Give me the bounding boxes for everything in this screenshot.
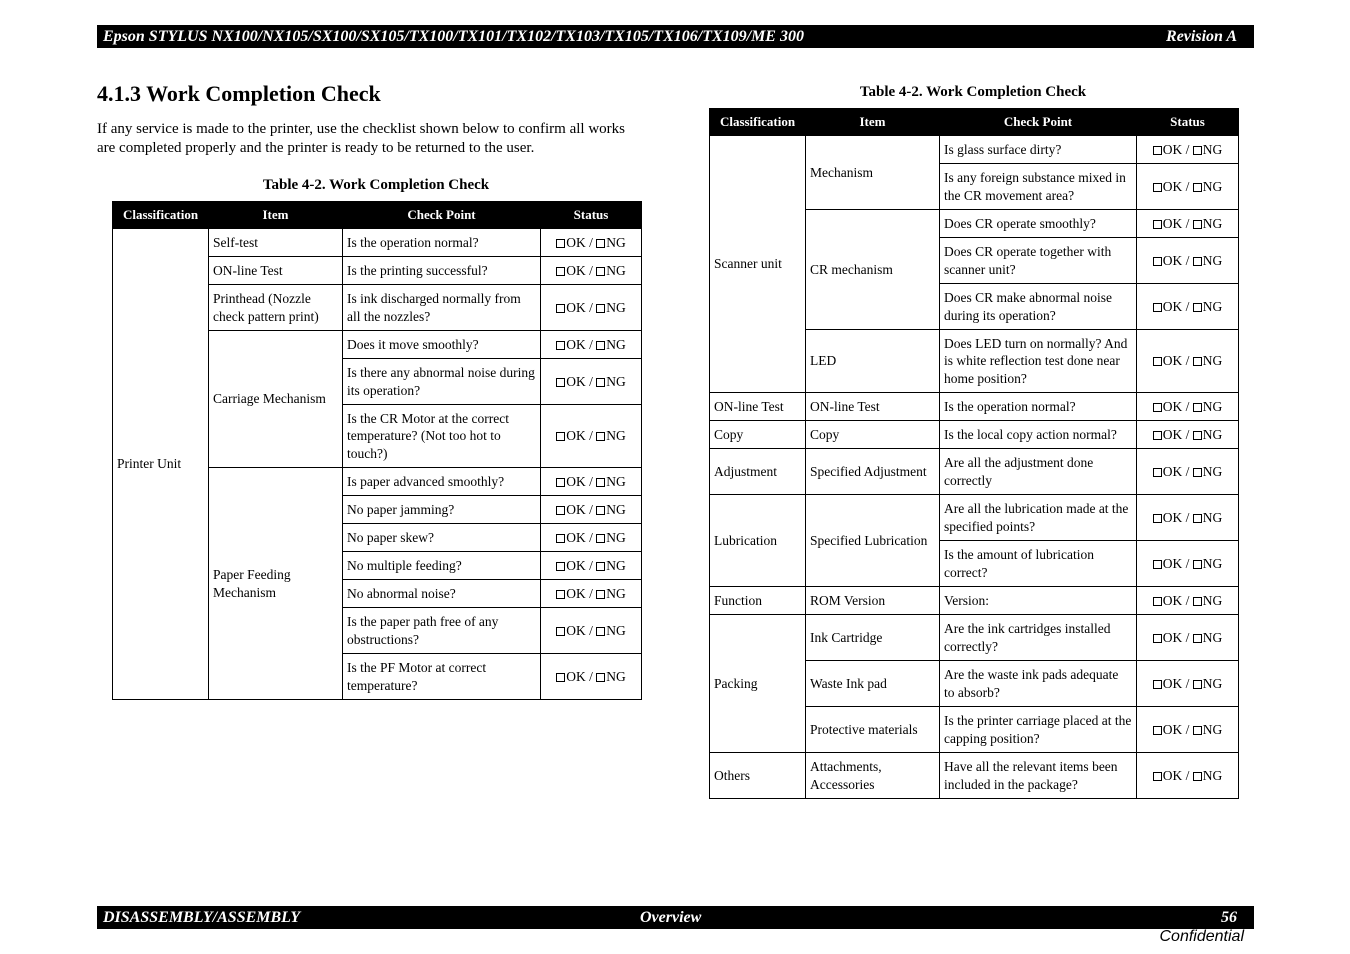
status-cell: OK / NG bbox=[1137, 238, 1239, 284]
status-cell: OK / NG bbox=[1137, 587, 1239, 615]
check-point-cell: Is the paper path free of any obstructions? bbox=[343, 608, 541, 654]
item-cell: Mechanism bbox=[806, 136, 940, 210]
ok-checkbox-icon[interactable] bbox=[556, 627, 565, 636]
revision-label: Revision A bbox=[1166, 27, 1237, 45]
ng-checkbox-icon[interactable] bbox=[1193, 634, 1202, 643]
status-cell: OK / NG bbox=[1137, 753, 1239, 799]
ok-checkbox-icon[interactable] bbox=[1153, 403, 1162, 412]
item-cell: Specified Lubrication bbox=[806, 495, 940, 587]
check-point-cell: Version: bbox=[940, 587, 1137, 615]
table-row bbox=[710, 136, 1239, 164]
ng-checkbox-icon[interactable] bbox=[1193, 303, 1202, 312]
status-cell: OK / NG bbox=[541, 608, 642, 654]
item-cell: ON-line Test bbox=[209, 257, 343, 285]
status-cell: OK / NG bbox=[541, 468, 642, 496]
check-point-cell: No multiple feeding? bbox=[343, 552, 541, 580]
check-point-cell: Are the waste ink pads adequate to absorb? bbox=[940, 661, 1137, 707]
check-point-cell: Is the CR Motor at the correct temperature? (Not too hot to touch?) bbox=[343, 405, 541, 468]
header-item: Item bbox=[209, 202, 343, 229]
status-cell: OK / NG bbox=[1137, 284, 1239, 330]
ok-checkbox-icon[interactable] bbox=[556, 534, 565, 543]
ng-checkbox-icon[interactable] bbox=[1193, 183, 1202, 192]
ng-checkbox-icon[interactable] bbox=[1193, 357, 1202, 366]
header-status: Status bbox=[1137, 109, 1239, 136]
check-point-cell: Is any foreign substance mixed in the CR movement area? bbox=[940, 164, 1137, 210]
header-check-point: Check Point bbox=[343, 202, 541, 229]
item-cell: Printhead (Nozzle check pattern print) bbox=[209, 285, 343, 331]
check-point-cell: Is the printing successful? bbox=[343, 257, 541, 285]
check-point-cell: No abnormal noise? bbox=[343, 580, 541, 608]
item-cell: LED bbox=[806, 330, 940, 393]
ng-checkbox-icon[interactable] bbox=[596, 562, 605, 571]
table-row bbox=[710, 587, 1239, 615]
ng-checkbox-icon[interactable] bbox=[1193, 431, 1202, 440]
document-title: Epson STYLUS NX100/NX105/SX100/SX105/TX100/TX101/TX102/TX103/TX105/TX106/TX109/ME 300 bbox=[103, 27, 804, 45]
item-cell: Carriage Mechanism bbox=[209, 331, 343, 468]
check-point-cell: Does CR operate smoothly? bbox=[940, 210, 1137, 238]
status-cell: OK / NG bbox=[541, 331, 642, 359]
status-cell: OK / NG bbox=[1137, 421, 1239, 449]
item-cell: Specified Adjustment bbox=[806, 449, 940, 495]
check-point-cell: Is the amount of lubrication correct? bbox=[940, 541, 1137, 587]
footer-bar bbox=[97, 906, 1254, 929]
intro-paragraph: If any service is made to the printer, use the checklist shown below to confirm all works are completed properly and the printer is ready to be returned to the user. bbox=[97, 121, 626, 156]
classification-cell: Others bbox=[710, 753, 806, 799]
item-cell: Self-test bbox=[209, 229, 343, 257]
ok-checkbox-icon[interactable] bbox=[1153, 183, 1162, 192]
ng-checkbox-icon[interactable] bbox=[1193, 680, 1202, 689]
header-classification: Classification bbox=[710, 109, 806, 136]
ok-checkbox-icon[interactable] bbox=[556, 562, 565, 571]
item-cell: Copy bbox=[806, 421, 940, 449]
ok-checkbox-icon[interactable] bbox=[556, 267, 565, 276]
check-point-cell: Is paper advanced smoothly? bbox=[343, 468, 541, 496]
status-cell: OK / NG bbox=[1137, 210, 1239, 238]
ok-checkbox-icon[interactable] bbox=[1153, 431, 1162, 440]
status-cell: OK / NG bbox=[1137, 495, 1239, 541]
item-cell: CR mechanism bbox=[806, 210, 940, 330]
ng-checkbox-icon[interactable] bbox=[1193, 403, 1202, 412]
table-caption-right: Table 4-2. Work Completion Check bbox=[859, 84, 1087, 100]
header-classification: Classification bbox=[113, 202, 209, 229]
status-cell: OK / NG bbox=[1137, 393, 1239, 421]
classification-cell: Function bbox=[710, 587, 806, 615]
ok-checkbox-icon[interactable] bbox=[556, 378, 565, 387]
classification-cell: Copy bbox=[710, 421, 806, 449]
ok-checkbox-icon[interactable] bbox=[1153, 680, 1162, 689]
item-cell: ROM Version bbox=[806, 587, 940, 615]
item-cell: Waste Ink pad bbox=[806, 661, 940, 707]
check-point-cell: Is the printer carriage placed at the capping position? bbox=[940, 707, 1137, 753]
table-header-row bbox=[113, 202, 642, 229]
ng-checkbox-icon[interactable] bbox=[1193, 468, 1202, 477]
table-row bbox=[710, 753, 1239, 799]
table-header-row bbox=[710, 109, 1239, 136]
ng-checkbox-icon[interactable] bbox=[596, 506, 605, 515]
status-cell: OK / NG bbox=[1137, 136, 1239, 164]
item-cell: Paper Feeding Mechanism bbox=[209, 468, 343, 700]
ok-checkbox-icon[interactable] bbox=[556, 239, 565, 248]
status-cell: OK / NG bbox=[541, 257, 642, 285]
status-cell: OK / NG bbox=[541, 654, 642, 700]
check-point-cell: Are all the adjustment done correctly bbox=[940, 449, 1137, 495]
chapter-label: DISASSEMBLY/ASSEMBLY bbox=[103, 908, 301, 926]
status-cell: OK / NG bbox=[541, 359, 642, 405]
ok-checkbox-icon[interactable] bbox=[556, 590, 565, 599]
check-point-cell: Is there any abnormal noise during its operation? bbox=[343, 359, 541, 405]
ok-checkbox-icon[interactable] bbox=[1153, 257, 1162, 266]
ok-checkbox-icon[interactable] bbox=[1153, 597, 1162, 606]
status-cell: OK / NG bbox=[1137, 707, 1239, 753]
item-cell: Protective materials bbox=[806, 707, 940, 753]
ok-checkbox-icon[interactable] bbox=[556, 506, 565, 515]
ok-checkbox-icon[interactable] bbox=[1153, 514, 1162, 523]
ng-checkbox-icon[interactable] bbox=[1193, 514, 1202, 523]
check-point-cell: No paper skew? bbox=[343, 524, 541, 552]
section-label: Overview bbox=[640, 908, 702, 926]
ng-checkbox-icon[interactable] bbox=[596, 590, 605, 599]
check-point-cell: Does CR operate together with scanner unit? bbox=[940, 238, 1137, 284]
status-cell: OK / NG bbox=[1137, 541, 1239, 587]
table-caption-left: Table 4-2. Work Completion Check bbox=[262, 177, 490, 193]
ok-checkbox-icon[interactable] bbox=[556, 304, 565, 313]
status-cell: OK / NG bbox=[1137, 164, 1239, 210]
check-point-cell: Is the PF Motor at correct temperature? bbox=[343, 654, 541, 700]
status-cell: OK / NG bbox=[541, 405, 642, 468]
check-point-cell: Have all the relevant items been included in the package? bbox=[940, 753, 1137, 799]
work-completion-table-right bbox=[709, 108, 1239, 799]
ok-checkbox-icon[interactable] bbox=[1153, 468, 1162, 477]
check-point-cell: Is the local copy action normal? bbox=[940, 421, 1137, 449]
status-cell: OK / NG bbox=[1137, 449, 1239, 495]
ng-checkbox-icon[interactable] bbox=[1193, 146, 1202, 155]
ng-checkbox-icon[interactable] bbox=[596, 432, 605, 441]
check-point-cell: Is glass surface dirty? bbox=[940, 136, 1137, 164]
ng-checkbox-icon[interactable] bbox=[596, 267, 605, 276]
check-point-cell: Are the ink cartridges installed correctly? bbox=[940, 615, 1137, 661]
status-cell: OK / NG bbox=[541, 552, 642, 580]
ng-checkbox-icon[interactable] bbox=[596, 304, 605, 313]
ng-checkbox-icon[interactable] bbox=[596, 239, 605, 248]
ng-checkbox-icon[interactable] bbox=[596, 478, 605, 487]
ng-checkbox-icon[interactable] bbox=[596, 534, 605, 543]
check-point-cell: Is ink discharged normally from all the nozzles? bbox=[343, 285, 541, 331]
classification-cell: Scanner unit bbox=[710, 136, 806, 393]
page-number: 56 bbox=[1221, 908, 1237, 926]
ok-checkbox-icon[interactable] bbox=[1153, 220, 1162, 229]
ng-checkbox-icon[interactable] bbox=[1193, 560, 1202, 569]
status-cell: OK / NG bbox=[1137, 615, 1239, 661]
check-point-cell: Does LED turn on normally? And is white reflection test done near home position? bbox=[940, 330, 1137, 393]
ng-checkbox-icon[interactable] bbox=[1193, 257, 1202, 266]
ok-checkbox-icon[interactable] bbox=[1153, 357, 1162, 366]
ok-checkbox-icon[interactable] bbox=[556, 478, 565, 487]
item-cell: Attachments, Accessories bbox=[806, 753, 940, 799]
work-completion-table-left bbox=[112, 201, 642, 700]
ok-checkbox-icon[interactable] bbox=[1153, 560, 1162, 569]
table-row bbox=[710, 615, 1239, 661]
table-row bbox=[710, 495, 1239, 541]
header-check-point: Check Point bbox=[940, 109, 1137, 136]
section-heading: 4.1.3 Work Completion Check bbox=[97, 81, 381, 106]
check-point-cell: Is the operation normal? bbox=[343, 229, 541, 257]
classification-cell: ON-line Test bbox=[710, 393, 806, 421]
status-cell: OK / NG bbox=[541, 229, 642, 257]
ok-checkbox-icon[interactable] bbox=[1153, 146, 1162, 155]
status-cell: OK / NG bbox=[541, 496, 642, 524]
header-status: Status bbox=[541, 202, 642, 229]
ng-checkbox-icon[interactable] bbox=[1193, 220, 1202, 229]
status-cell: OK / NG bbox=[541, 524, 642, 552]
status-cell: OK / NG bbox=[1137, 661, 1239, 707]
ng-checkbox-icon[interactable] bbox=[1193, 726, 1202, 735]
ok-checkbox-icon[interactable] bbox=[1153, 726, 1162, 735]
ng-checkbox-icon[interactable] bbox=[1193, 597, 1202, 606]
ng-checkbox-icon[interactable] bbox=[596, 627, 605, 636]
ng-checkbox-icon[interactable] bbox=[596, 673, 605, 682]
ng-checkbox-icon[interactable] bbox=[1193, 772, 1202, 781]
ok-checkbox-icon[interactable] bbox=[1153, 634, 1162, 643]
ok-checkbox-icon[interactable] bbox=[556, 432, 565, 441]
check-point-cell: No paper jamming? bbox=[343, 496, 541, 524]
ng-checkbox-icon[interactable] bbox=[596, 378, 605, 387]
header-item: Item bbox=[806, 109, 940, 136]
check-point-cell: Does CR make abnormal noise during its operation? bbox=[940, 284, 1137, 330]
item-cell: Ink Cartridge bbox=[806, 615, 940, 661]
classification-cell: Packing bbox=[710, 615, 806, 753]
check-point-cell: Are all the lubrication made at the specified points? bbox=[940, 495, 1137, 541]
check-point-cell: Is the operation normal? bbox=[940, 393, 1137, 421]
item-cell: ON-line Test bbox=[806, 393, 940, 421]
classification-cell: Lubrication bbox=[710, 495, 806, 587]
table-row bbox=[710, 393, 1239, 421]
check-point-cell: Does it move smoothly? bbox=[343, 331, 541, 359]
ok-checkbox-icon[interactable] bbox=[556, 341, 565, 350]
confidential-label: Confidential bbox=[1159, 928, 1244, 945]
ok-checkbox-icon[interactable] bbox=[556, 673, 565, 682]
table-row bbox=[710, 449, 1239, 495]
status-cell: OK / NG bbox=[1137, 330, 1239, 393]
ok-checkbox-icon[interactable] bbox=[1153, 303, 1162, 312]
table-row bbox=[710, 421, 1239, 449]
classification-cell: Adjustment bbox=[710, 449, 806, 495]
status-cell: OK / NG bbox=[541, 285, 642, 331]
classification-cell: Printer Unit bbox=[113, 229, 209, 700]
table-row bbox=[113, 229, 642, 257]
ok-checkbox-icon[interactable] bbox=[1153, 772, 1162, 781]
status-cell: OK / NG bbox=[541, 580, 642, 608]
header-bar bbox=[97, 25, 1254, 48]
ng-checkbox-icon[interactable] bbox=[596, 341, 605, 350]
